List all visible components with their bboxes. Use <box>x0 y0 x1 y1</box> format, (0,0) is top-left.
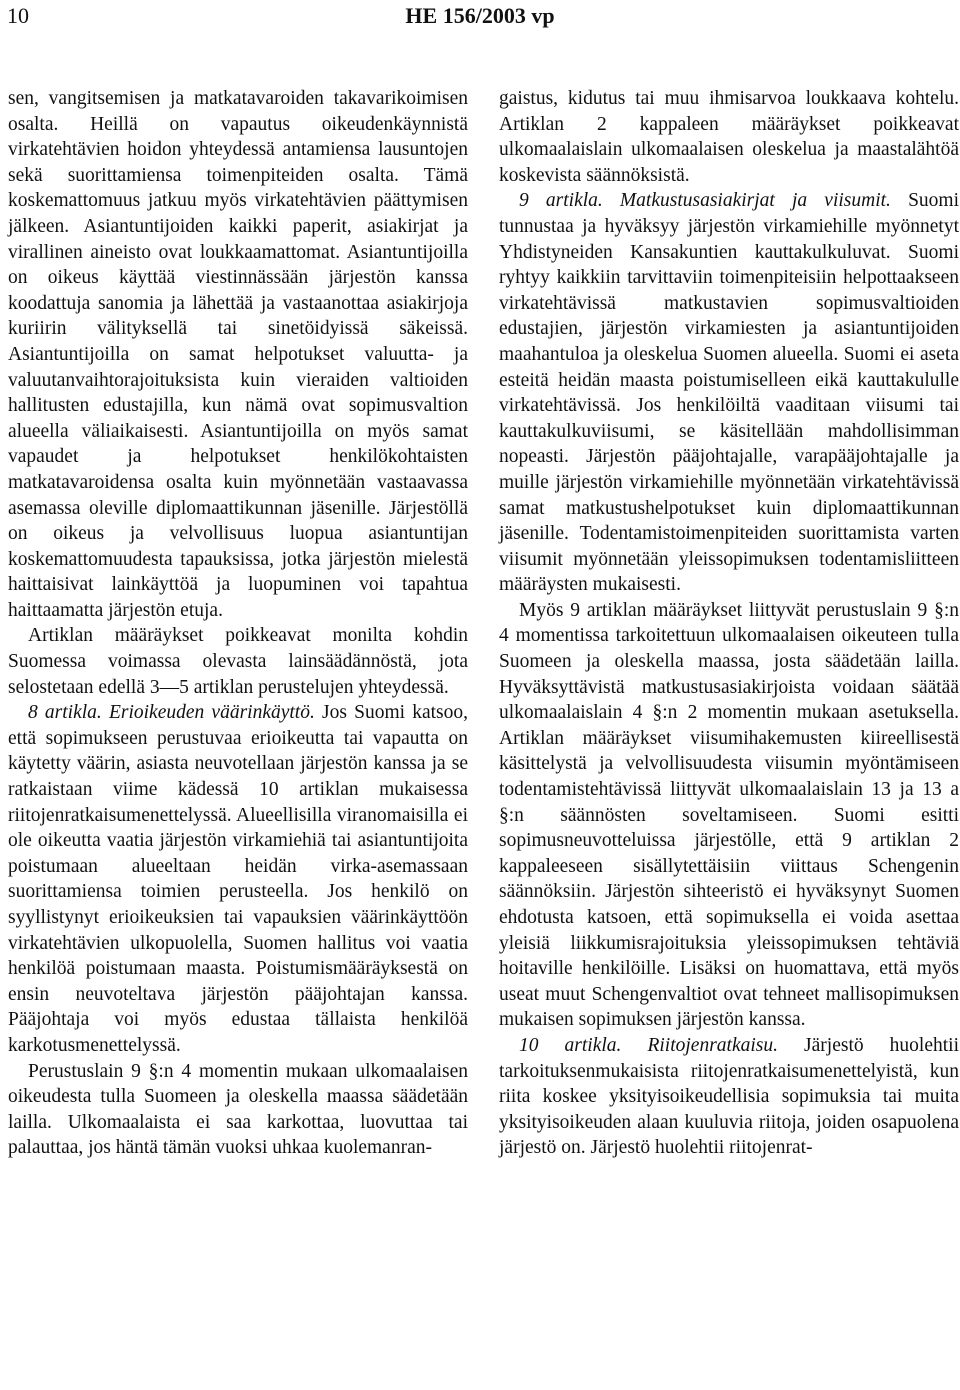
paragraph-text: Jos Suomi katsoo, että sopimukseen perustuvaa erioikeutta tai vapautta on käytetty väärin, asiasta neuvotellaan järjestön kanssa ja se ratkaistaan viime kädessä 10 artiklan mukaisessa riitojenratkaisumenettelyssä. Alueellisilla viranomaisilla ei ole oikeutta vaatia järjestön virkamiehiä tai asiantuntijoita poistumaan alueeltaan heidän virka-asemassaan suorittamiensa toimien perusteella. Jos henkilö on syyllistynyt erioikeuksien tai vapauksien väärinkäyttöön virkatehtävien ulkopuolella, Suomen hallitus voi vaatia henkilöä poistumaan maasta. Poistumismääräyksestä on ensin neuvoteltava järjestön pääjohtajan kanssa. Pääjohtaja voi myös edustaa tällaista henkilöä karkotusmenettelyssä. <box>8 702 468 1056</box>
page-header <box>0 0 960 36</box>
paragraph: Myös 9 artiklan määräykset liittyvät perustuslain 9 §:n 4 momentissa tarkoitettuun ulkomaalaisen oikeuteen tulla Suomeen ja oleskella maassa, josta säädetään lailla. Hyväksyttävistä matkustusasiakirjoista voidaan säätää ulkomaalaislain 4 §:n 2 momentin mukaan asetuksella. Artiklan määräykset viisumihakemusten kiireellisestä käsittelystä ja velvollisuudesta viisumin myöntämiseen todentamistehtävissä liittyvät ulkomaalaislain 13 ja 13 a §:n säännösten soveltamiseen. Suomi esitti sopimusneuvotteluissa järjestölle, että 9 artiklan 2 kappaleeseen sisällytettäisiin viittaus Schengenin säännöksiin. Järjestön sihteeristö ei hyväksynyt Suomen ehdotusta katsoen, että sopimuksella ei voida asettaa yleisiä liikkumisrajoituksia yleissopimuksen tehtäviä hoitaville henkilöille. Lisäksi on huomattava, että myös useat muut Schengenvaltiot ovat tehneet mallisopimuksen mukaisen sopimuksen järjestön kanssa. <box>499 599 959 1031</box>
right-column <box>499 86 959 1161</box>
paragraph: gaistus, kidutus tai muu ihmisarvoa loukkaava kohtelu. Artiklan 2 kappaleen määräykset poikkeavat ulkomaalaislain ulkomaalaisen oleskelua ja maastalähtöä koskevista säännöksistä. <box>499 88 959 186</box>
document-id: HE 156/2003 vp <box>405 3 555 28</box>
paragraph-text: Järjestö huolehtii tarkoituksenmukaisista riitojenratkaisumenettelyistä, kun riita koskee yksityisoikeudellisia sopimuksia tai muita yksityisoikeuden alaan kuuluvia riitoja, joiden osapuolena järjestö on. Järjestö huolehtii riitojenrat- <box>499 1034 959 1159</box>
paragraph <box>499 1033 959 1161</box>
section-heading: 10 artikla. Riitojenratkaisu. <box>519 1034 778 1056</box>
paragraph <box>499 188 959 598</box>
paragraph-text: Suomi tunnustaa ja hyväksyy järjestön virkamiehille myönnetyt Yhdistyneiden Kansakuntien kauttakulkuluvat. Suomi ryhtyy kaikkiin tarvittaviin toimenpiteisiin helpottaakseen virkatehtävissä matkustavien sopimusvaltioiden edustajien, järjestön virkamiesten ja asiantuntijoiden maahantuloa ja oleskelua Suomen alueella. Suomi ei aseta esteitä heidän maasta poistumiselleen eikä kauttakululle virkatehtävissä. Jos henkilöiltä vaaditaan viisumi tai kauttakulkuviisumi, se käsitellään mahdollisimman nopeasti. Järjestön pääjohtajalle, varapääjohtajalle ja muille järjestön virkamiehille myönnetään virkatehtävissä samat matkustushelpotukset kuin diplomaattikunnan jäsenille. Todentamistoimenpiteiden suorittamista varten viisumit myönnetään yleissopimuksen todentamisliitteen määräysten mukaisesti. <box>499 190 959 596</box>
section-heading: 8 artikla. Erioikeuden väärinkäyttö. <box>28 702 315 724</box>
paragraph: sen, vangitsemisen ja matkatavaroiden takavarikoimisen osalta. Heillä on vapautus oikeudenkäynnistä virkatehtävien hoidon yhteydessä antamiensa lausuntojen sekä suorittamiensa toimenpiteiden osalta. Tämä koskemattomuus jatkuu myös virkatehtävien päättymisen jälkeen. Asiantuntijoiden kaikki paperit, asiakirjat ja virallinen aineisto ovat loukkaamattomat. Asiantuntijoilla on oikeus käyttää viestinnässään järjestön kanssa koodattuja sanomia ja lähettää ja vastaanottaa asiakirjoja kuriirin välityksellä tai sinetöidyissä säkeissä. Asiantuntijoilla on samat helpotukset valuutta- ja valuutanvaihtorajoituksista kuin vieraiden valtioiden hallitusten edustajilla, kun nämä ovat sopimusvaltion alueella väliaikaisesti. Asiantuntijoilla on myös samat vapaudet ja helpotukset henkilökohtaisten matkatavaroidensa osalta kuin myönnetään vastaavassa asemassa oleville diplomaattikunnan jäsenille. Järjestöllä on oikeus ja velvollisuus luopua asiantuntijan koskemattomuudesta tapauksissa, jotka järjestön mielestä haittaisivat lainkäyttöä ja luopuminen voi tapahtua haittaamatta järjestön etuja. <box>8 88 468 621</box>
page-number: 10 <box>7 3 29 28</box>
paragraph <box>8 700 468 1058</box>
paragraph: Perustuslain 9 §:n 4 momentin mukaan ulkomaalaisen oikeudesta tulla Suomeen ja oleskella maassa säädetään lailla. Ulkomaalaista ei saa karkottaa, luovuttaa tai palauttaa, jos häntä tämän vuoksi uhkaa kuolemanran- <box>8 1060 468 1159</box>
paragraph: Artiklan määräykset poikkeavat monilta kohdin Suomessa voimassa olevasta lainsäädännöstä, jota selostetaan edellä 3—5 artiklan perustelujen yhteydessä. <box>8 625 468 698</box>
left-column <box>8 86 468 1161</box>
section-heading: 9 artikla. Matkustusasiakirjat ja viisumit. <box>519 190 891 212</box>
